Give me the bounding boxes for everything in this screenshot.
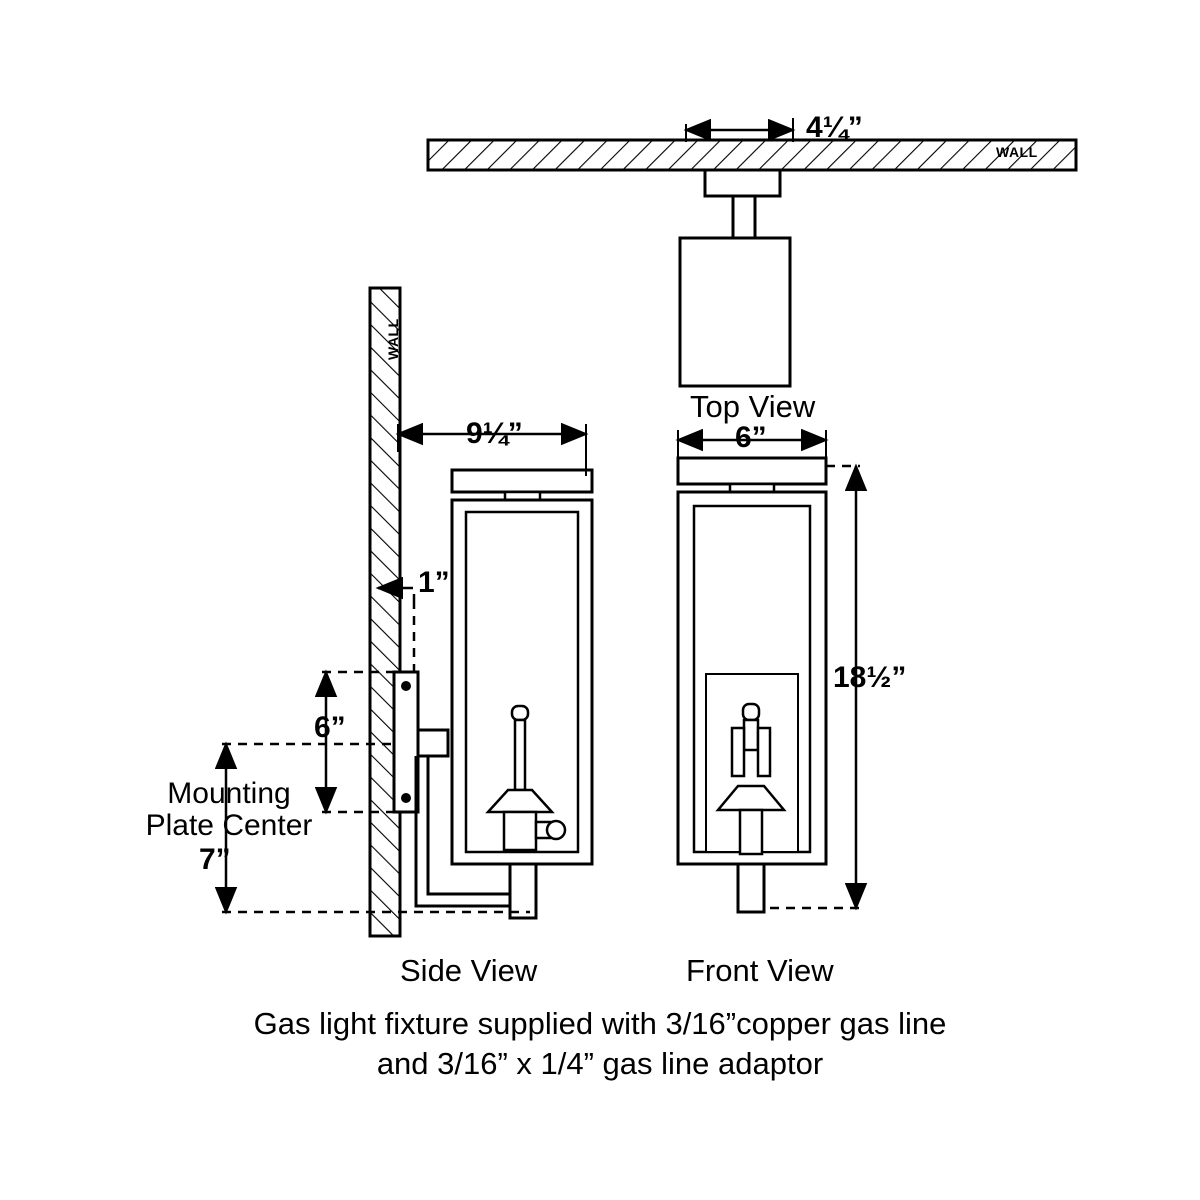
side-view-wall (370, 288, 400, 936)
side-view-gas-inlet (510, 864, 536, 918)
note-line-1: Gas light fixture supplied with 3/16”copper gas line (253, 1006, 947, 1041)
side-view-burner-stem (515, 720, 525, 790)
view-label-top: Top View (690, 389, 816, 424)
front-view-burner-right-arm (758, 728, 770, 776)
dimension-mounting-plate-center: 7” (199, 843, 231, 876)
side-view-arm (418, 730, 448, 756)
side-view-burner-tip (512, 706, 528, 720)
side-view-valve-body (504, 812, 536, 850)
front-view-cap (678, 458, 826, 484)
mounting-plate-center-label-line1: Mounting (167, 777, 291, 810)
front-view-burner-tip (743, 704, 759, 720)
top-view-stem (733, 196, 755, 238)
side-view-plate-offset-leader (404, 588, 414, 600)
top-view-lantern-body (680, 238, 790, 386)
dimension-plate-height: 6” (314, 711, 346, 744)
side-view-valve-knob (547, 821, 565, 839)
wall-label-side: WALL (385, 318, 401, 360)
side-view-cap (452, 470, 592, 492)
view-label-front: Front View (686, 953, 834, 988)
dimension-width-front: 6” (735, 421, 767, 454)
mounting-plate-center-label-line2: Plate Center (145, 809, 313, 842)
top-view-group (428, 118, 1076, 386)
dimension-projection-top: 4¼” (806, 111, 863, 144)
front-view-valve-body (740, 810, 762, 854)
top-view-mounting-plate (705, 170, 780, 196)
dimension-projection-side: 9¼” (466, 417, 523, 450)
wall-label-top: WALL (996, 144, 1038, 160)
top-view-wall (428, 140, 1076, 170)
side-view-plate-screw-bottom (401, 793, 411, 803)
side-view-plate-screw-top (401, 681, 411, 691)
front-view-gas-inlet (738, 864, 764, 912)
side-view-mounting-plate (394, 672, 418, 812)
dimension-height-front: 18½” (833, 661, 907, 694)
front-view-burner-stem (744, 720, 758, 750)
note-line-2: and 3/16” x 1/4” gas line adaptor (376, 1046, 824, 1081)
dimension-plate-offset: 1” (418, 566, 450, 599)
front-view-burner-left-arm (732, 728, 744, 776)
view-label-side: Side View (400, 953, 538, 988)
